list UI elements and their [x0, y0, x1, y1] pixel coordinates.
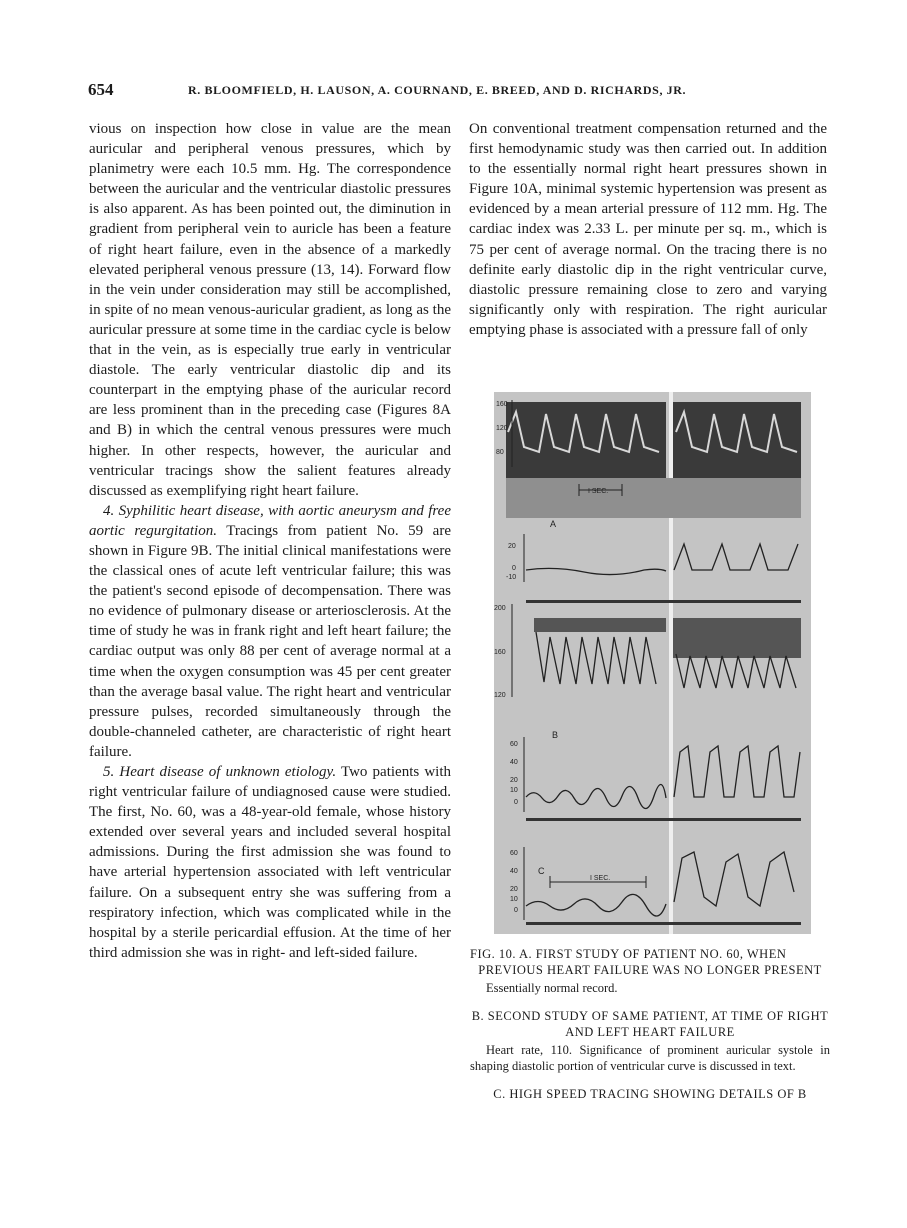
paragraph-body: Two patients with right ventricular failure of undiagnosed cause were studied. The first, No. 60, was a 48-year-old female, whose history extended over several years and included several hospital admissions. During the first admission she was found to have arterial hypertension associated with left ventricular failure. On a subsequent entry she was suffering from a respiratory infection, which was complicated while in the hospital by a sterile pericardial effusion. At the time of her third admission she was in right- and left-sided failure.	[89, 764, 451, 961]
section-heading-unknown-etiology: 5. Heart disease of unknown etiology.	[103, 764, 337, 780]
running-head-authors: R. BLOOMFIELD, H. LAUSON, A. COURNAND, E. BREED, AND D. RICHARDS, JR.	[188, 83, 687, 97]
right-column	[469, 119, 827, 340]
panel-label-c: C	[538, 866, 545, 876]
caption-c-title: C. HIGH SPEED TRACING SHOWING DETAILS OF B	[493, 1087, 807, 1101]
tick-0: 0	[512, 565, 516, 572]
tick-160-mid: 160	[494, 649, 506, 656]
caption-b-title-line2: AND LEFT HEART FAILURE	[565, 1025, 735, 1039]
pressure-tracing-image	[494, 392, 811, 934]
section-heading-syphilitic: 4. Syphilitic heart disease, with aortic aneurysm and free aortic regurgitation.	[89, 502, 451, 539]
tick-20-c: 20	[510, 886, 518, 893]
tick-200: 200	[494, 605, 506, 612]
tick-20: 20	[508, 543, 516, 550]
caption-b-body: Heart rate, 110. Significance of prominent auricular systole in shaping diastolic portion of ventricular curve is discussed in text.	[470, 1043, 830, 1073]
paragraph-continued: vious on inspection how close in value are the mean auricular and peripheral venous pressures, which by planimetry were each 10.5 mm. Hg. The correspondence between the auricular and the ventricular diastolic pressures is also apparent. As has been pointed out, the diminution in gradient from peripheral vein to auricle has been a feature of right heart failure, even in the absence of a markedly elevated peripheral venous pressure (13, 14). Forward flow in the vein under consideration may still be accomplished, in spite of no mean venous-auricular gradient, as long as the auricular pressure at some time in the cardiac cycle is below that in the vein, as is especially true early in ventricular diastole. The early ventricular diastolic dip and its counterpart in the emptying phase of the auricular record are less prominent than in the preceding case (Figures 8A and B) in which the central venous pressures were much higher. In other respects, however, the auricular and ventricular tracings show the salient features already discussed as exemplifying right heart failure.	[89, 121, 451, 499]
figure-10-tracings	[494, 392, 811, 934]
caption-a-title-line2: PREVIOUS HEART FAILURE WAS NO LONGER PRESENT	[478, 963, 822, 977]
one-second-scale-label: I SEC.	[588, 488, 609, 495]
caption-a-body: Essentially normal record.	[486, 981, 618, 995]
tick-minus-10: -10	[506, 574, 517, 581]
caption-a-title-line1: FIG. 10. A. FIRST STUDY OF PATIENT NO. 60, WHEN	[470, 947, 787, 961]
tick-10-c: 10	[510, 896, 518, 903]
tick-120: 120	[496, 425, 508, 432]
one-second-scale-label-c: I SEC.	[590, 875, 611, 882]
page-header	[88, 80, 828, 102]
tick-20-b: 20	[510, 777, 518, 784]
caption-c	[470, 1086, 830, 1102]
tick-0-b: 0	[514, 799, 518, 806]
panel-label-b: B	[552, 730, 559, 740]
tick-10-b: 10	[510, 787, 518, 794]
figure-caption	[470, 946, 830, 1110]
tick-40-c: 40	[510, 868, 518, 875]
left-column	[89, 119, 451, 963]
tick-0-c: 0	[514, 907, 518, 914]
panel-label-a: A	[550, 519, 557, 529]
caption-a	[470, 946, 830, 996]
tick-80: 80	[496, 449, 504, 456]
paragraph-syphilitic	[89, 501, 451, 762]
tick-120-mid: 120	[494, 692, 506, 699]
tick-60-c: 60	[510, 850, 518, 857]
tick-40-b: 40	[510, 759, 518, 766]
caption-b	[470, 1008, 830, 1074]
paragraph-unknown-etiology	[89, 762, 451, 963]
caption-b-title-line1: B. SECOND STUDY OF SAME PATIENT, AT TIME OF RIGHT	[471, 1009, 829, 1023]
paragraph-right: On conventional treatment compensation returned and the first hemodynamic study was then carried out. In addition to the essentially normal right heart pressures shown in Figure 10A, minimal systemic hypertension was present as evidenced by a mean arterial pressure of 112 mm. Hg. The cardiac index was 2.33 L. per minute per sq. m., which is 75 per cent of average normal. On the tracing there is no definite early diastolic dip in the right ventricular curve, diastolic pressure remaining close to zero and varying significantly only with respiration. The right auricular emptying phase is associated with a pressure fall of only	[469, 121, 827, 338]
paragraph-body: Tracings from patient No. 59 are shown in Figure 9B. The initial clinical manifestations were the classical ones of acute left ventricular failure; this was the patient's second episode of decompensation. There was no evidence of pulmonary disease or arteriosclerosis. At the time of study he was in frank right and left heart failure; the cardiac output was only 88 per cent of average normal at a time when the oxygen consumption was 45 per cent greater than the average basal value. The right heart and ventricular pressure pulses, recorded simultaneously through the double-channeled catheter, are characteristic of right heart failure.	[89, 522, 451, 760]
tick-60-b: 60	[510, 741, 518, 748]
tick-160: 160	[496, 401, 508, 408]
page-number: 654	[88, 80, 114, 99]
